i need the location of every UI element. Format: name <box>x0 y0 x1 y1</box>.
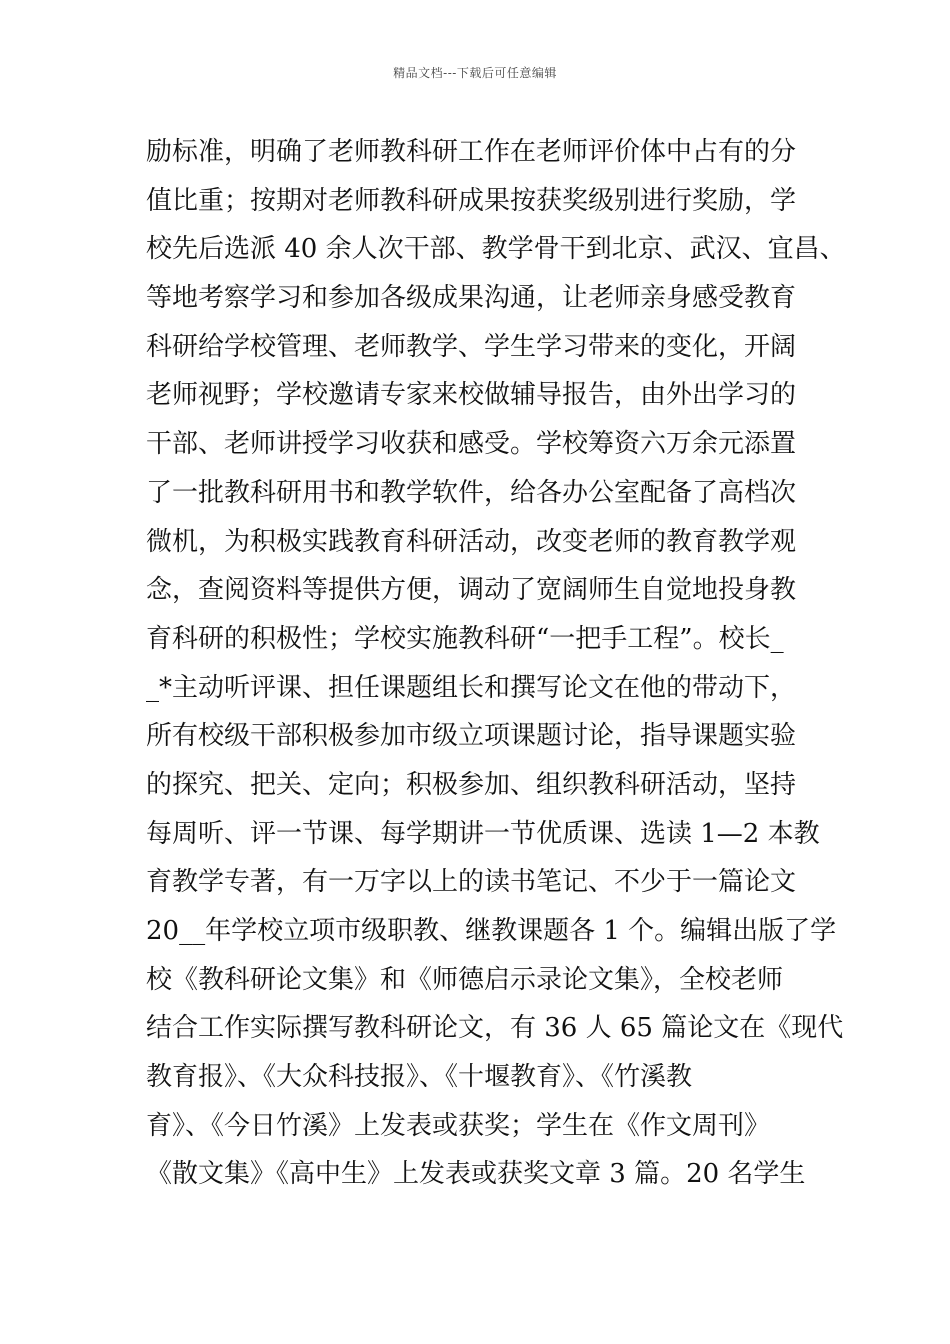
text-line-8: 了一批教科研用书和教学软件，给各办公室配备了高档次 <box>146 477 797 508</box>
text-line-13: 所有校级干部积极参加市级立项课题讨论，指导课题实验 <box>146 721 797 752</box>
text-line-20: 教育报》、《大众科技报》、《十堰教育》、《竹溪教 <box>146 1062 693 1093</box>
text-line-18: 校《教科研论文集》和《师德启示录论文集》，全校老师 <box>146 964 784 995</box>
text-line-2: 值比重；按期对老师教科研成果按获奖级别进行奖励，学 <box>146 185 797 216</box>
text-line-17: 20__年学校立项市级职教、继教课题各 1 个。编辑出版了学 <box>146 916 837 946</box>
text-line-22: 《散文集》《高中生》上发表或获奖文章 3 篇。20 名学生 <box>146 1159 806 1190</box>
text-line-14: 的探究、把关、定向；积极参加、组织教科研活动，坚持 <box>146 769 797 800</box>
text-line-16: 育教学专著，有一万字以上的读书笔记、不少于一篇论文 <box>146 867 797 898</box>
text-line-3: 校先后选派 40 余人次干部、教学骨干到北京、武汉、宜昌、 <box>146 234 846 265</box>
body-paragraph <box>146 128 846 1199</box>
text-line-4: 等地考察学习和参加各级成果沟通，让老师亲身感受教育 <box>146 283 797 314</box>
text-line-6: 老师视野；学校邀请专家来校做辅导报告，由外出学习的 <box>146 380 797 411</box>
page-header: 精品文档---下载后可任意编辑 <box>393 66 557 80</box>
text-line-12: _*主动听评课、担任课题组长和撰写论文在他的带动下， <box>146 672 797 703</box>
text-line-21: 育》、《今日竹溪》上发表或获奖；学生在《作文周刊》 <box>146 1110 771 1141</box>
text-line-19: 结合工作实际撰写教科研论文，有 36 人 65 篇论文在《现代 <box>146 1013 844 1044</box>
text-line-5: 科研给学校管理、老师教学、学生学习带来的变化，开阔 <box>146 331 797 362</box>
text-line-1: 励标准，明确了老师教科研工作在老师评价体中占有的分 <box>146 137 797 167</box>
text-line-10: 念，查阅资料等提供方便，调动了宽阔师生自觉地投身教 <box>146 575 797 606</box>
text-line-9: 微机，为积极实践教育科研活动，改变老师的教育教学观 <box>146 526 797 557</box>
text-line-11: 育科研的积极性；学校实施教科研“一把手工程”。校长_ <box>146 623 784 654</box>
text-line-15: 每周听、评一节课、每学期讲一节优质课、选读 1—2 本教 <box>146 818 820 849</box>
text-line-7: 干部、老师讲授学习收获和感受。学校筹资六万余元添置 <box>146 429 797 460</box>
